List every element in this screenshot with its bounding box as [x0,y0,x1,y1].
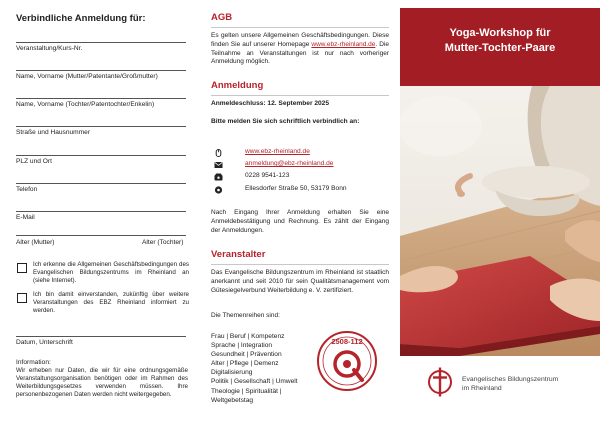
envelope-icon [214,161,223,169]
registration-request: Bitte melden Sie sich schriftlich verbindlich an: [211,118,360,125]
contact-row-address [211,185,389,195]
agb-consent-text: Ich erkenne die Allgemeinen Geschäftsbedingungen des Evangelischen Bildungszentrums im Rheinland an (siehe Internet). [33,261,189,285]
organization-name [462,376,592,394]
organization-name-line2: im Rheinland [462,384,502,392]
field-label-phone: Telefon [16,186,38,193]
newsletter-consent-text: Ich bin damit einverstanden, zukünftig über weitere Veranstaltungen des EBZ Rheinland informiert zu werden. [33,291,189,315]
phone-number: 0228 9541-123 [245,172,290,179]
form-line[interactable] [16,155,186,156]
quality-seal [316,330,378,392]
registration-form-panel [0,0,198,425]
info-text: Wir erheben nur Daten, die wir für eine ordnungsgemäße Veranstaltungsorganisation benötigen oder im Rahmen des Weiterbildungsgesetzes verwenden müssen. Ihre personenbezogenen Daten werden nicht weitergegeben. [16,367,188,399]
registration-deadline: Anmeldeschluss: 12. September 2025 [211,100,330,107]
email-link[interactable]: anmeldung@ebz-rheinland.de [245,160,334,167]
divider [211,95,389,96]
form-line[interactable] [16,183,186,184]
contact-row-web [211,148,389,158]
agb-text [211,32,389,67]
agb-text-part1: Es gelten unsere Allgemeinen Geschäftsbedingungen. Diese finden Sie auf unserer Homepage [211,32,389,48]
organization-name-line1: Evangelisches Bildungszentrum [462,376,559,383]
age-label-mother: Alter (Mutter) [16,239,55,246]
form-line[interactable] [16,42,186,43]
list-item: Politik | Gesellschaft | Umwelt [211,378,298,386]
divider [211,264,389,265]
list-item: Sprache | Integration [211,342,273,350]
confirmation-text: Nach Eingang Ihrer Anmeldung erhalten Sie eine Anmeldebestätigung und Rechnung. Es zählt der Eingang der Anmeldungen. [211,209,389,234]
info-title: Information: [16,359,51,366]
form-line[interactable] [16,211,186,212]
agb-checkbox[interactable] [17,263,27,273]
list-item: Frau | Beruf | Kompetenz [211,333,285,340]
field-label-mother: Name, Vorname (Mutter/Patentante/Großmutter) [16,73,158,80]
form-line[interactable] [16,98,186,99]
form-line[interactable] [16,126,186,127]
agb-text-part2: . Die Teilnahme an Veranstaltungen ist nur nach vorheriger Anmeldung möglich. [211,40,389,66]
themes-intro: Die Themenreihen sind: [211,312,280,319]
list-item: Weltgebetstag [211,396,254,404]
field-label-daughter: Name, Vorname (Tochter/Patentochter/Enkelin) [16,101,155,108]
agb-heading: AGB [211,12,233,23]
field-label-email: E-Mail [16,214,35,221]
veranstalter-heading: Veranstalter [211,249,266,260]
field-label-city: PLZ und Ort [16,158,52,165]
agb-homepage-link[interactable]: www.ebz-rheinland.de [311,40,376,48]
field-label-course: Veranstaltung/Kurs-Nr. [16,45,83,52]
location-icon [214,186,223,194]
form-title: Verbindliche Anmeldung für: [16,13,146,24]
list-item: Alter | Pflege | Demenz [211,360,279,368]
field-label-street: Straße und Hausnummer [16,129,91,136]
cover-title [400,26,600,56]
age-label-daughter: Alter (Tochter) [142,239,184,246]
address: Ellesdorfer Straße 50, 53179 Bonn [245,185,347,192]
anmeldung-heading: Anmeldung [211,80,264,91]
signature-line[interactable] [16,336,186,337]
website-link[interactable]: www.ebz-rheinland.de [245,148,310,155]
topic-list [211,332,311,405]
mouse-icon [214,149,223,157]
divider [211,27,389,28]
yoga-scene-illustration [400,86,600,356]
contact-row-phone [211,172,389,182]
form-line[interactable] [16,235,186,236]
list-item: Gesundheit | Prävention [211,351,282,359]
ebz-logo [425,367,455,397]
seal-number: 2508-112 [331,337,363,346]
veranstalter-text: Das Evangelische Bildungszentrum im Rheinland ist staatlich anerkannt und seit 2010 für sein Qualitätsmanagement vom Gütesiegelverbund Weiterbildung e. V. zertifiziert. [211,269,389,294]
form-line[interactable] [16,70,186,71]
list-item: Theologie | Spiritualität | [211,387,282,395]
list-item: Digitalisierung [211,369,253,377]
signature-label: Datum, Unterschrift [16,339,73,346]
contact-row-email [211,160,389,170]
yoga-photo [400,86,600,356]
phone-icon [214,173,223,181]
newsletter-checkbox[interactable] [17,293,27,303]
cover-title-line2: Mutter-Tochter-Paare [444,41,556,54]
cover-title-line1: Yoga-Workshop für [449,27,551,39]
